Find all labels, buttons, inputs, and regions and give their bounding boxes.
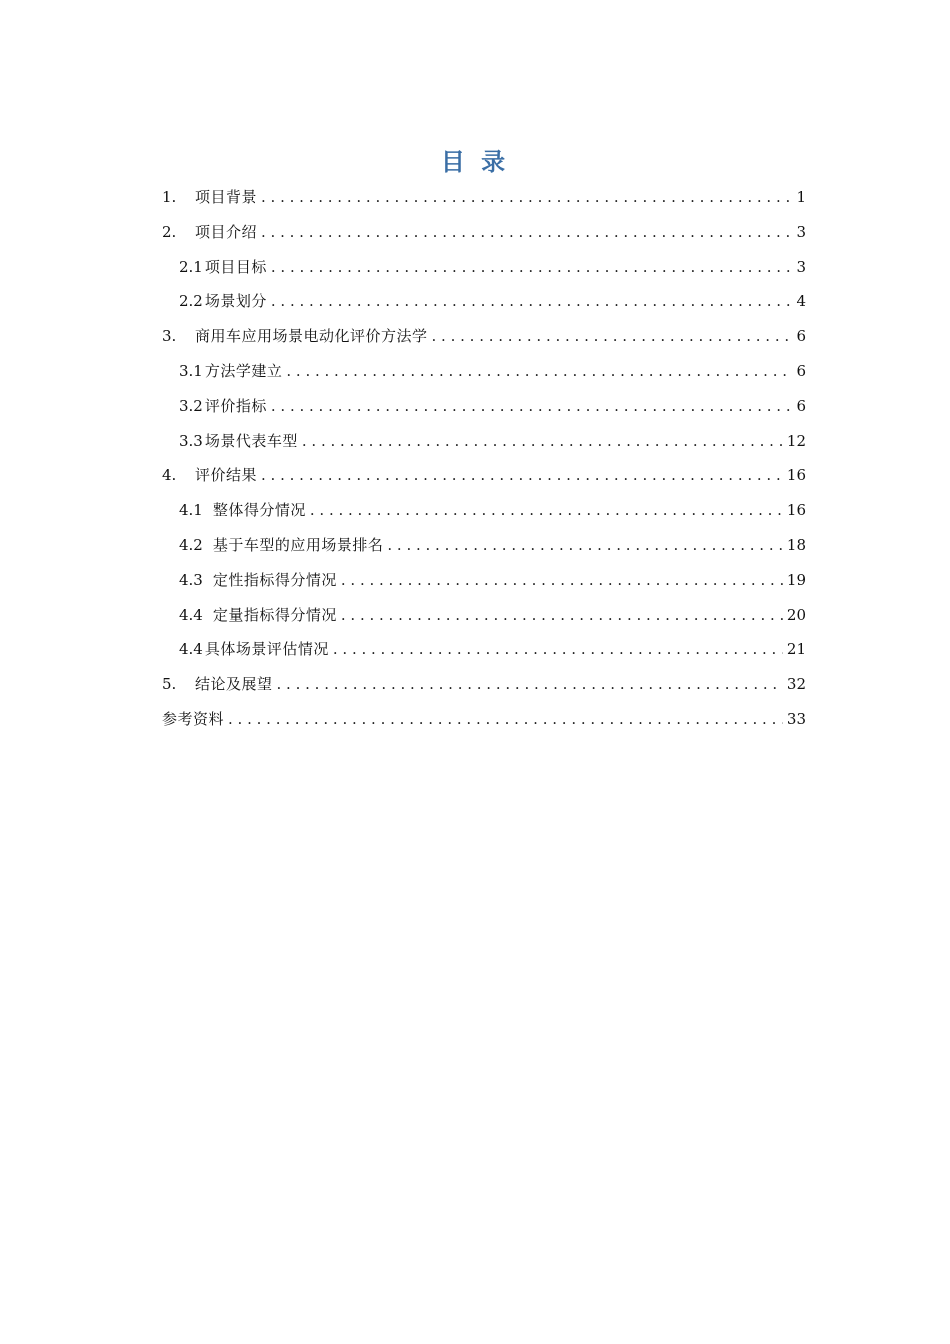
- entry-page-number: 20: [786, 605, 806, 624]
- entry-page-number: 16: [786, 501, 806, 520]
- dot-leader: [310, 493, 783, 528]
- entry-number: 4.4: [179, 640, 203, 659]
- entry-page-number: 6: [796, 396, 806, 415]
- toc-entry[interactable]: [162, 424, 806, 459]
- entry-page-number: 1: [796, 188, 806, 206]
- dot-leader: [271, 250, 793, 285]
- entry-page-number: 32: [786, 675, 806, 694]
- toc-entry[interactable]: [162, 702, 806, 737]
- entry-page-number: 33: [786, 709, 806, 728]
- toc-entry[interactable]: [162, 215, 806, 250]
- entry-page-number: 3: [796, 222, 806, 241]
- entry-page-number: 21: [786, 640, 806, 659]
- toc-entry[interactable]: [162, 180, 806, 215]
- entry-label: 评价指标: [204, 396, 267, 415]
- entry-number: 3.2: [179, 396, 203, 415]
- entry-page-number: 19: [786, 570, 806, 589]
- dot-leader: [261, 215, 792, 250]
- toc-entry[interactable]: [162, 250, 806, 285]
- entry-label: 结论及展望: [195, 675, 273, 694]
- entry-page-number: 4: [796, 292, 806, 311]
- entry-number: 2.: [162, 222, 177, 241]
- entry-page-number: 6: [796, 361, 806, 380]
- toc-entry[interactable]: [162, 667, 806, 702]
- entry-label: 商用车应用场景电动化评价方法学: [195, 327, 428, 346]
- dot-leader: [341, 563, 783, 598]
- entry-number: 4.1: [179, 501, 203, 520]
- dot-leader: [261, 180, 792, 215]
- entry-number: 3.3: [179, 431, 203, 450]
- entry-number: 3.1: [179, 361, 203, 380]
- entry-label: 基于车型的应用场景排名: [212, 535, 384, 554]
- entry-number: 4.4: [179, 605, 203, 624]
- toc-entry[interactable]: [162, 563, 806, 598]
- dot-leader: [341, 598, 783, 633]
- entry-number: 4.2: [179, 535, 203, 554]
- entry-label: 项目目标: [204, 257, 267, 276]
- entry-label: 定量指标得分情况: [212, 605, 337, 624]
- dot-leader: [286, 354, 792, 389]
- toc-entry[interactable]: [162, 632, 806, 667]
- entry-page-number: 3: [796, 257, 806, 276]
- entry-page-number: 18: [786, 535, 806, 554]
- entry-label: 整体得分情况: [212, 501, 306, 520]
- toc-entry[interactable]: [162, 598, 806, 633]
- dot-leader: [228, 702, 783, 737]
- entry-number: 3.: [162, 327, 177, 346]
- toc-entry[interactable]: [162, 493, 806, 528]
- toc-entry[interactable]: [162, 389, 806, 424]
- entry-label: 项目背景: [195, 188, 258, 206]
- entry-number: 5.: [162, 675, 177, 694]
- entry-label: 场景代表车型: [204, 431, 298, 450]
- entry-label: 项目介绍: [195, 222, 258, 241]
- dot-leader: [277, 667, 783, 702]
- entry-label: 定性指标得分情况: [212, 570, 337, 589]
- toc-entry[interactable]: [162, 458, 806, 493]
- toc-entry[interactable]: [162, 354, 806, 389]
- entry-number: 2.1: [179, 257, 203, 276]
- entry-number: 2.2: [179, 292, 203, 311]
- entry-page-number: 12: [786, 431, 806, 450]
- dot-leader: [333, 632, 783, 667]
- entry-page-number: 6: [796, 327, 806, 346]
- dot-leader: [432, 319, 793, 354]
- entry-label: 参考资料: [162, 709, 225, 728]
- toc-entry[interactable]: [162, 319, 806, 354]
- entry-number: 4.3: [179, 570, 203, 589]
- dot-leader: [271, 389, 793, 424]
- entry-number: 1.: [162, 188, 177, 206]
- entry-page-number: 16: [786, 466, 806, 485]
- dot-leader: [271, 284, 793, 319]
- dot-leader: [387, 528, 783, 563]
- entry-label: 具体场景评估情况: [204, 640, 329, 659]
- entry-number: 4.: [162, 466, 177, 485]
- toc-entry[interactable]: [162, 528, 806, 563]
- toc-list: [162, 180, 806, 737]
- toc-title: 目 录: [440, 148, 510, 176]
- toc-entry[interactable]: [162, 284, 806, 319]
- dot-leader: [302, 424, 783, 459]
- entry-label: 场景划分: [204, 292, 267, 311]
- entry-label: 方法学建立: [204, 361, 283, 380]
- entry-label: 评价结果: [195, 466, 258, 485]
- dot-leader: [261, 458, 783, 493]
